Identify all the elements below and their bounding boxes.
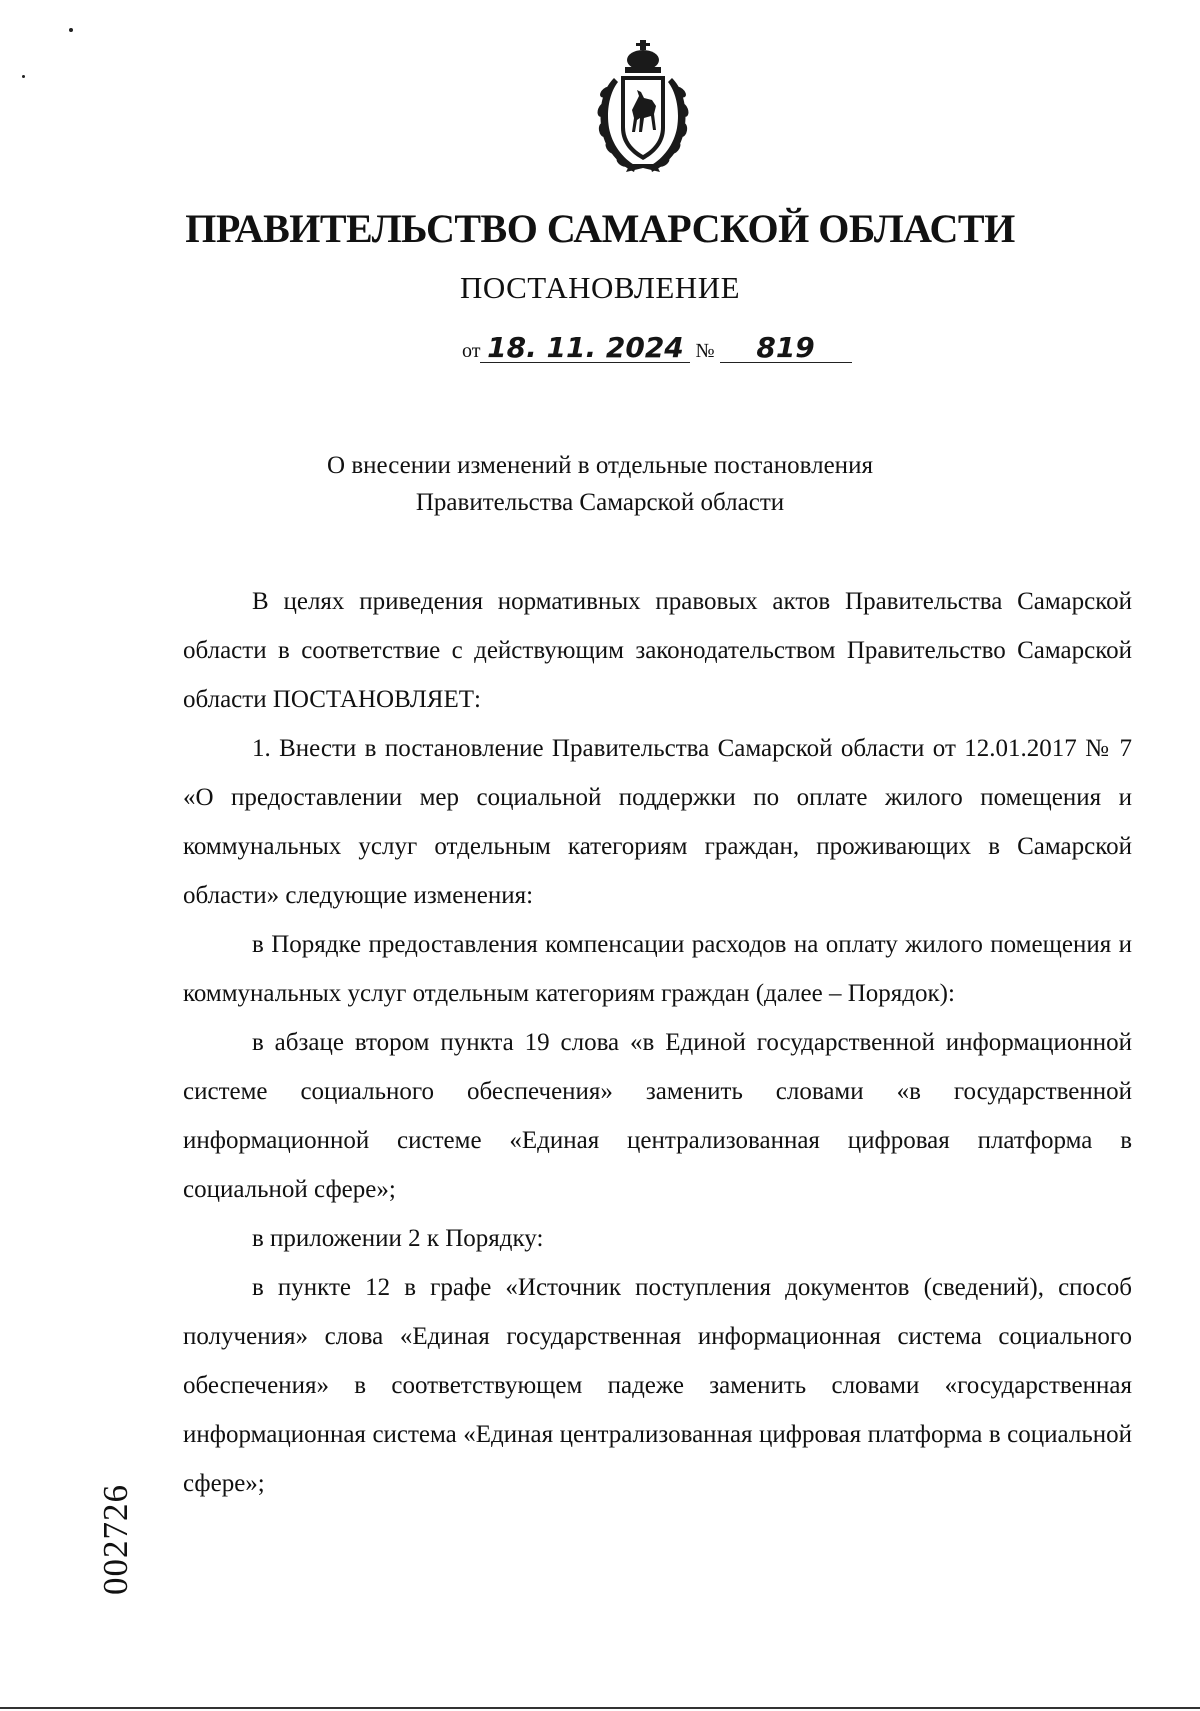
number-field: 819 (720, 334, 852, 363)
registration-number: 002726 (96, 1484, 135, 1595)
date-prefix-label: от (462, 340, 481, 362)
body-paragraph: в приложении 2 к Порядку: (252, 1225, 544, 1252)
scan-edge-divider (0, 1707, 1200, 1709)
coat-of-arms-icon (596, 40, 690, 180)
body-paragraph: в Порядке предоставления компенсации расходов на оплату жилого помещения и коммунальных услуг отдельным категориям граждан (далее – Порядок): (183, 931, 1132, 1007)
number-prefix-label: № (695, 340, 715, 362)
date-number-line (462, 331, 852, 364)
scan-speck (69, 28, 73, 32)
organization-title: ПРАВИТЕЛЬСТВО САМАРСКОЙ ОБЛАСТИ (185, 206, 1015, 251)
document-body (183, 577, 1132, 1508)
document-type: ПОСТАНОВЛЕНИЕ (459, 270, 741, 305)
subject-line-1: О внесении изменений в отдельные постановления (327, 452, 873, 479)
document-subject (0, 447, 1200, 521)
date-field: 18. 11. 2024 (480, 334, 690, 363)
body-paragraph: в пункте 12 в графе «Источник поступления документов (сведений), способ получения» слова «Единая государственная информационная система социального обеспечения» в соответствующем падеже заменить словами «государственная информационная система «Единая централизованная цифровая платформа в социальной сфере»; (183, 1274, 1132, 1497)
body-paragraph: в абзаце втором пункта 19 слова «в Единой государственной информационной системе социального обеспечения» заменить словами «в государственной информационной системе «Единая централизованная цифровая платформа в социальной сфере»; (183, 1029, 1132, 1203)
scan-speck (22, 75, 25, 78)
body-paragraph: 1. Внести в постановление Правительства Самарской области от 12.01.2017 № 7 «О предоставлении мер социальной поддержки по оплате жилого помещения и коммунальных услуг отдельным категориям граждан, проживающих в Самарской области» следующие изменения: (183, 735, 1132, 909)
subject-line-2: Правительства Самарской области (415, 489, 785, 516)
body-paragraph: В целях приведения нормативных правовых актов Правительства Самарской области в соответствие с действующим законодательством Правительство Самарской области ПОСТАНОВЛЯЕТ: (183, 588, 1132, 713)
